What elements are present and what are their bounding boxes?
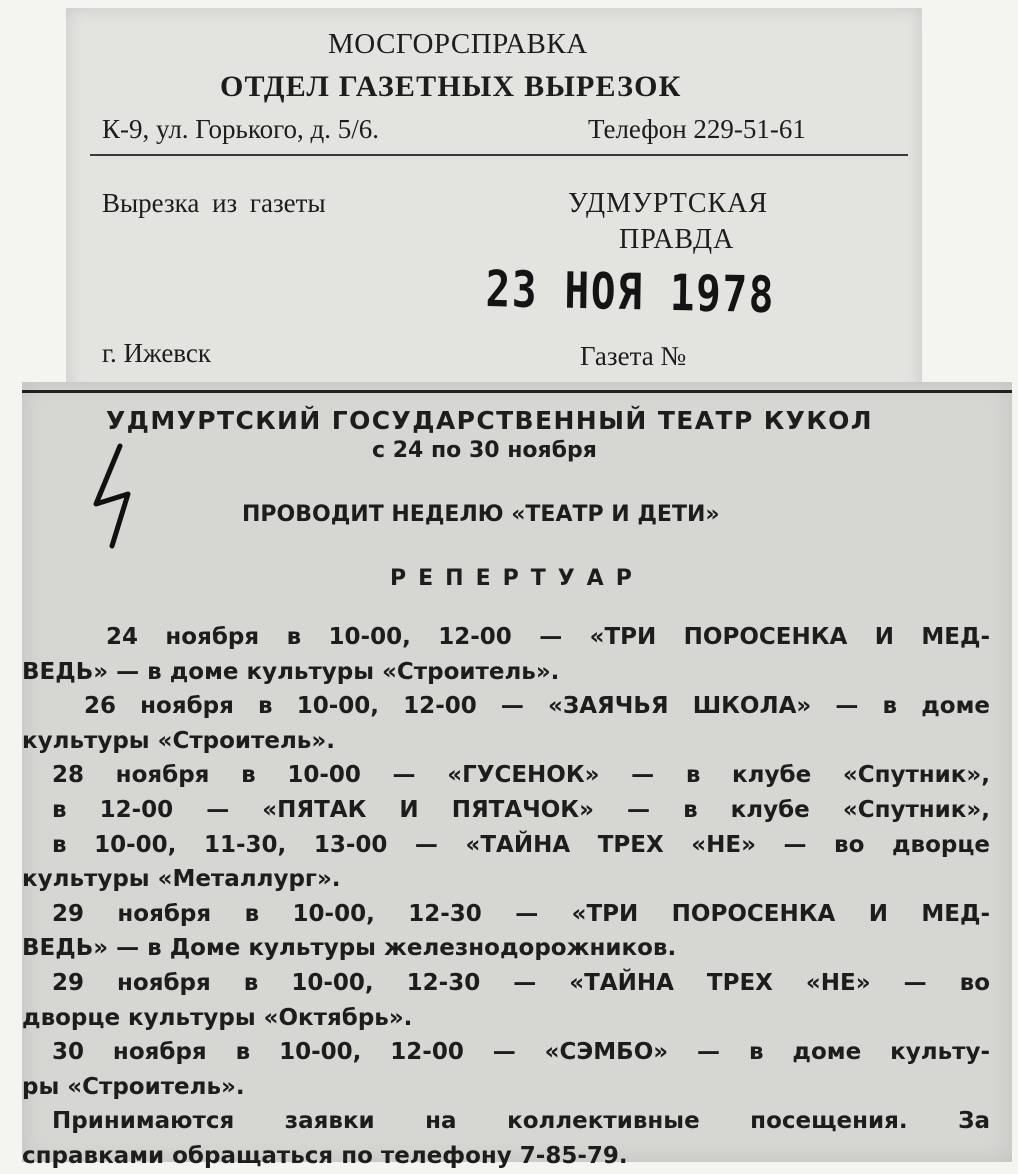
text-line: в 12-00 — «ПЯТАК И ПЯТАЧОК» — в клубе «Спутник», (52, 796, 990, 823)
article-title: УДМУРТСКИЙ ГОСУДАРСТВЕННЫЙ ТЕАТР КУКОЛ (106, 406, 873, 435)
text-line: 26 ноября в 10-00, 12-00 — «ЗАЯЧЬЯ ШКОЛА» — в доме (84, 693, 990, 720)
repertoire-list (22, 620, 998, 1174)
article-dates: с 24 по 30 ноября (372, 438, 597, 463)
newspaper-name-line1: УДМУРТСКАЯ (568, 188, 769, 219)
bureau-address: К-9, ул. Горького, д. 5/6. (102, 114, 379, 144)
header-divider (90, 154, 908, 156)
text-line: в 10-00, 11-30, 13-00 — «ТАЙНА ТРЕХ «НЕ» — во дворце (52, 831, 990, 858)
text-line: 30 ноября в 10-00, 12-00 — «СЭМБО» — в доме культу- (52, 1039, 990, 1066)
article-top-rule (22, 390, 1012, 393)
text-line: ры «Строитель». (22, 1073, 245, 1100)
clipping-bureau-label (66, 8, 922, 400)
newspaper-name-line2: ПРАВДА (619, 224, 735, 255)
text-line: культуры «Металлург». (22, 866, 341, 893)
text-line: ВЕДЬ» — в Доме культуры железнодорожников. (22, 935, 677, 962)
text-line: справками обращаться по телефону 7-85-79. (22, 1142, 628, 1169)
text-line: 24 ноября в 10-00, 12-00 — «ТРИ ПОРОСЕНКА И МЕД- (106, 624, 990, 650)
bureau-name: МОСГОРСПРАВКА (328, 28, 588, 60)
clipping-from-label: Вырезка из газеты (102, 188, 326, 218)
text-line: дворце культуры «Октябрь». (22, 1004, 413, 1031)
text-line: Принимаются заявки на коллективные посещения. За (52, 1108, 990, 1135)
handwritten-mark-icon (82, 442, 152, 552)
text-line: ВЕДЬ» — в доме культуры «Строитель». (22, 658, 560, 685)
text-line: 29 ноября в 10-00, 12-30 — «ТАЙНА ТРЕХ «НЕ» — во (52, 969, 990, 996)
issue-number-label: Газета № (580, 341, 687, 371)
text-line: культуры «Строитель». (22, 727, 335, 754)
city-label: г. Ижевск (102, 338, 212, 368)
article-week-title: ПРОВОДИТ НЕДЕЛЮ «ТЕАТР И ДЕТИ» (242, 502, 720, 527)
repertoire-heading: РЕПЕРТУАР (390, 566, 644, 591)
text-line: 28 ноября в 10-00 — «ГУСЕНОК» — в клубе «Спутник», (52, 762, 990, 789)
text-line: 29 ноября в 10-00, 12-30 — «ТРИ ПОРОСЕНКА И МЕД- (52, 900, 990, 927)
date-stamp: 23 НОЯ 1978 (485, 260, 776, 325)
department-name: ОТДЕЛ ГАЗЕТНЫХ ВЫРЕЗОК (220, 70, 682, 103)
newspaper-article (22, 382, 1012, 1169)
bureau-phone: Телефон 229-51-61 (588, 114, 806, 144)
